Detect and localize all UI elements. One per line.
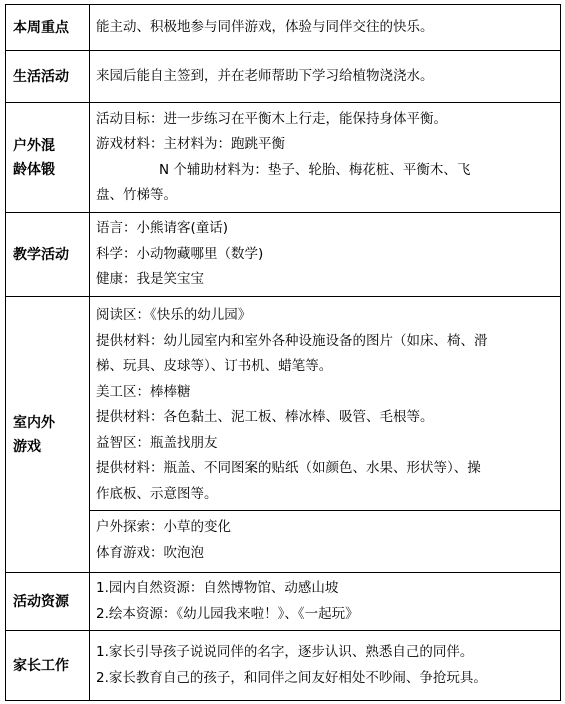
table-row bbox=[6, 631, 561, 701]
row-content bbox=[90, 213, 561, 297]
row-content bbox=[90, 573, 561, 631]
table-row bbox=[6, 573, 561, 631]
row-content bbox=[90, 631, 561, 701]
content-line: 活动目标：进一步练习在平衡木上行走，能保持身体平衡。 bbox=[96, 110, 447, 127]
table-row bbox=[6, 297, 561, 573]
content-line: 健康：我是笑宝宝 bbox=[96, 271, 204, 288]
weekly-plan-table bbox=[5, 4, 561, 701]
label-line: 游戏 bbox=[13, 438, 41, 455]
label-line: 教学活动 bbox=[13, 246, 69, 263]
label-line: 本周重点 bbox=[13, 19, 69, 36]
row-content bbox=[90, 5, 561, 51]
content-line: 提供材料：各色黏土、泥工板、棒冰棒、吸管、毛根等。 bbox=[96, 409, 434, 425]
content-line: 提供材料：瓶盖、不同图案的贴纸（如颜色、水果、形状等）、操 bbox=[96, 460, 481, 476]
row-label bbox=[6, 213, 90, 297]
content-line: 益智区：瓶盖找朋友 bbox=[96, 434, 218, 451]
label-line: 户外混 bbox=[13, 137, 55, 154]
table-row bbox=[6, 103, 561, 213]
table-row bbox=[6, 5, 561, 51]
content-line: 提供材料：幼儿园室内和室外各种设施设备的图片（如床、椅、滑 bbox=[96, 332, 488, 349]
table-row bbox=[6, 213, 561, 297]
content-line: 2.家长教育自己的孩子，和同伴之间友好相处不吵闹、争抢玩具。 bbox=[96, 669, 487, 686]
row-label bbox=[6, 573, 90, 631]
outdoor-games-section bbox=[96, 511, 554, 566]
row-content bbox=[90, 103, 561, 213]
row-label bbox=[6, 103, 90, 213]
indoor-games-section bbox=[90, 303, 560, 511]
content-line: 美工区：棒棒糖 bbox=[96, 383, 191, 400]
content-line: 游戏材料：主材料为：跑跳平衡 bbox=[96, 136, 285, 152]
content-line: 阅读区：《快乐的幼儿园》 bbox=[96, 307, 252, 323]
row-content bbox=[90, 297, 561, 573]
row-label bbox=[6, 631, 90, 701]
row-label bbox=[6, 51, 90, 103]
label-line: 家长工作 bbox=[13, 657, 69, 674]
label-line: 龄体锻 bbox=[13, 161, 55, 178]
content-line: 户外探索：小草的变化 bbox=[96, 519, 231, 535]
label-line: 生活活动 bbox=[13, 68, 69, 85]
label-line: 室内外 bbox=[13, 414, 55, 431]
content-line: 1.园内自然资源：自然博物馆、动感山坡 bbox=[96, 580, 339, 596]
content-line: N 个辅助材料为：垫子、轮胎、梅花桩、平衡木、飞 bbox=[159, 161, 471, 178]
content-line: 梯、玩具、皮球等）、订书机、蜡笔等。 bbox=[96, 358, 333, 374]
content-line: 盘、竹梯等。 bbox=[96, 187, 177, 203]
content-line: 来园后能自主签到，并在老师帮助下学习给植物浇浇水。 bbox=[96, 67, 434, 84]
row-label bbox=[6, 5, 90, 51]
content-line: 语言：小熊请客(童话) bbox=[96, 220, 229, 237]
table-row bbox=[6, 51, 561, 103]
label-line: 活动资源 bbox=[13, 593, 69, 610]
content-line: 作底板、示意图等。 bbox=[96, 485, 218, 502]
content-line: 1.家长引导孩子说说同伴的名字，逐步认识、熟悉自己的同伴。 bbox=[96, 644, 474, 660]
row-label bbox=[6, 297, 90, 573]
row-content bbox=[90, 51, 561, 103]
content-line: 科学：小动物藏哪里（数学) bbox=[96, 245, 264, 262]
content-line: 2.绘本资源：《幼儿园我来啦！》、《一起玩》 bbox=[96, 605, 359, 622]
content-line: 能主动、积极地参与同伴游戏，体验与同伴交往的快乐。 bbox=[96, 18, 434, 35]
content-line: 体育游戏：吹泡泡 bbox=[96, 544, 204, 561]
